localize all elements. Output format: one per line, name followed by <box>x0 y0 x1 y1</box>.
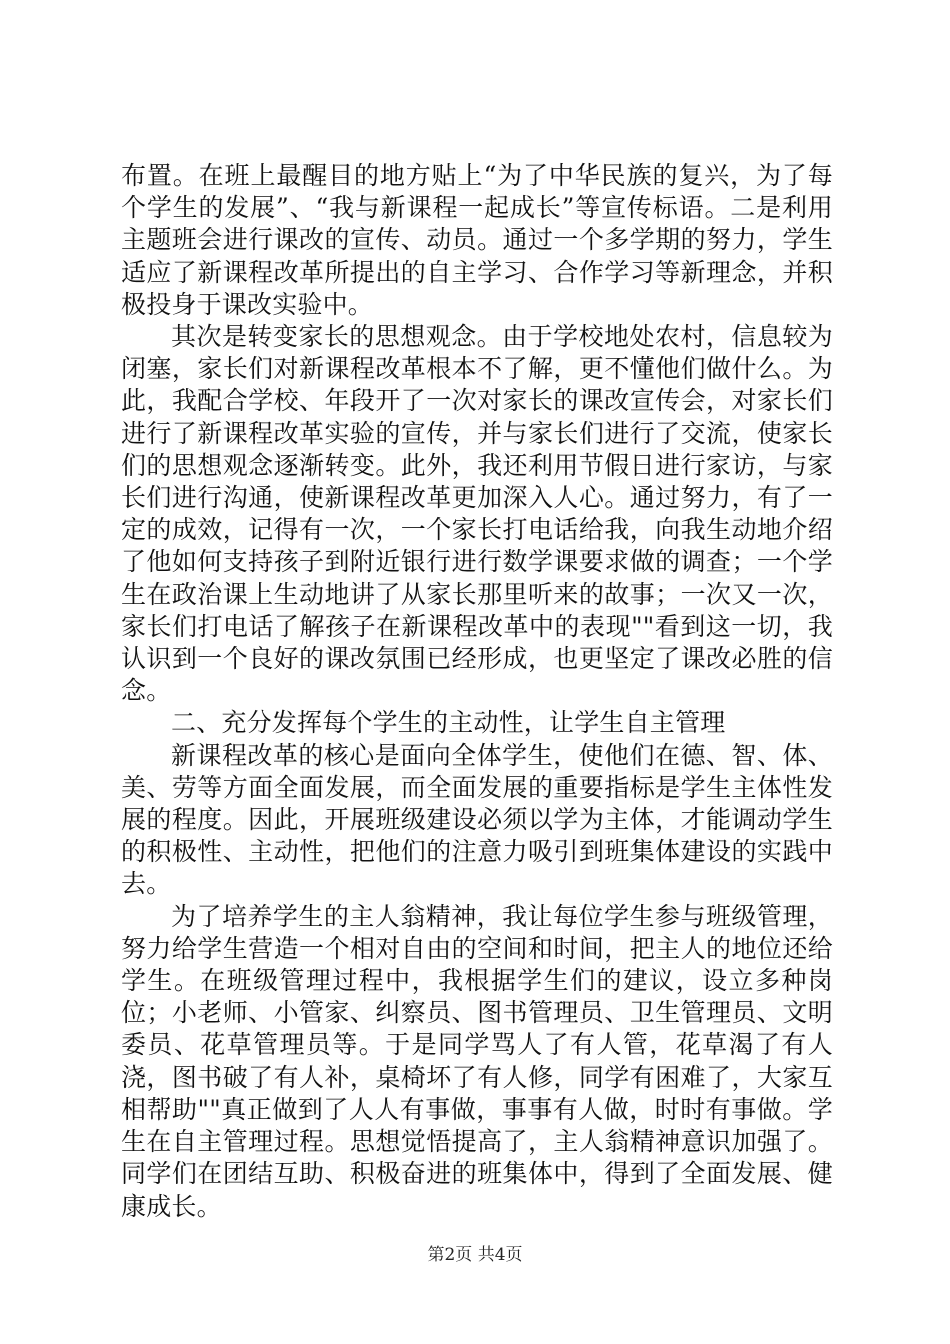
page-footer <box>0 1244 950 1266</box>
document-body <box>121 160 833 1223</box>
section-heading: 二、充分发挥每个学生的主动性，让学生自主管理 <box>171 708 726 738</box>
paragraph-3: 新课程改革的核心是面向全体学生，使他们在德、智、体、美、劳等方面全面发展，而全面发展的重要指标是学生主体性发展的程度。因此，开展班级建设必须以学为主体，才能调动学生的积极性、主动性，把他们的注意力吸引到班集体建设的实践中去。 <box>121 740 833 899</box>
page-indicator: 第2页 共4页 <box>427 1245 523 1265</box>
paragraph-4: 为了培养学生的主人翁精神，我让每位学生参与班级管理，努力给学生营造一个相对自由的空间和时间，把主人的地位还给学生。在班级管理过程中，我根据学生们的建议，设立多种岗位；小老师、小管家、纠察员、图书管理员、卫生管理员、文明委员、花草管理员等。于是同学骂人了有人管，花草渴了有人浇，图书破了有人补，桌椅坏了有人修，同学有困难了，大家互相帮助""真正做到了人人有事做，事事有人做，时时有事做。学生在自主管理过程。思想觉悟提高了，主人翁精神意识加强了。同学们在团结互助、积极奋进的班集体中，得到了全面发展、健康成长。 <box>121 901 833 1221</box>
paragraph-2: 其次是转变家长的思想观念。由于学校地处农村，信息较为闭塞，家长们对新课程改革根本不了解，更不懂他们做什么。为此，我配合学校、年段开了一次对家长的课改宣传会，对家长们进行了新课程改革实验的宣传，并与家长们进行了交流，使家长们的思想观念逐渐转变。此外，我还利用节假日进行家访，与家长们进行沟通，使新课程改革更加深入人心。通过努力，有了一定的成效，记得有一次，一个家长打电话给我，向我生动地介绍了他如何支持孩子到附近银行进行数学课要求做的调查；一个学生在政治课上生动地讲了从家长那里听来的故事；一次又一次，家长们打电话了解孩子在新课程改革中的表现""看到这一切，我认识到一个良好的课改氛围已经形成，也更坚定了课改必胜的信念。 <box>121 322 833 706</box>
paragraph-1: 布置。在班上最醒目的地方贴上“为了中华民族的复兴，为了每个学生的发展”、“我与新课程一起成长”等宣传标语。二是利用主题班会进行课改的宣传、动员。通过一个多学期的努力，学生适应了新课程改革所提出的自主学习、合作学习等新理念，并积极投身于课改实验中。 <box>121 161 833 319</box>
